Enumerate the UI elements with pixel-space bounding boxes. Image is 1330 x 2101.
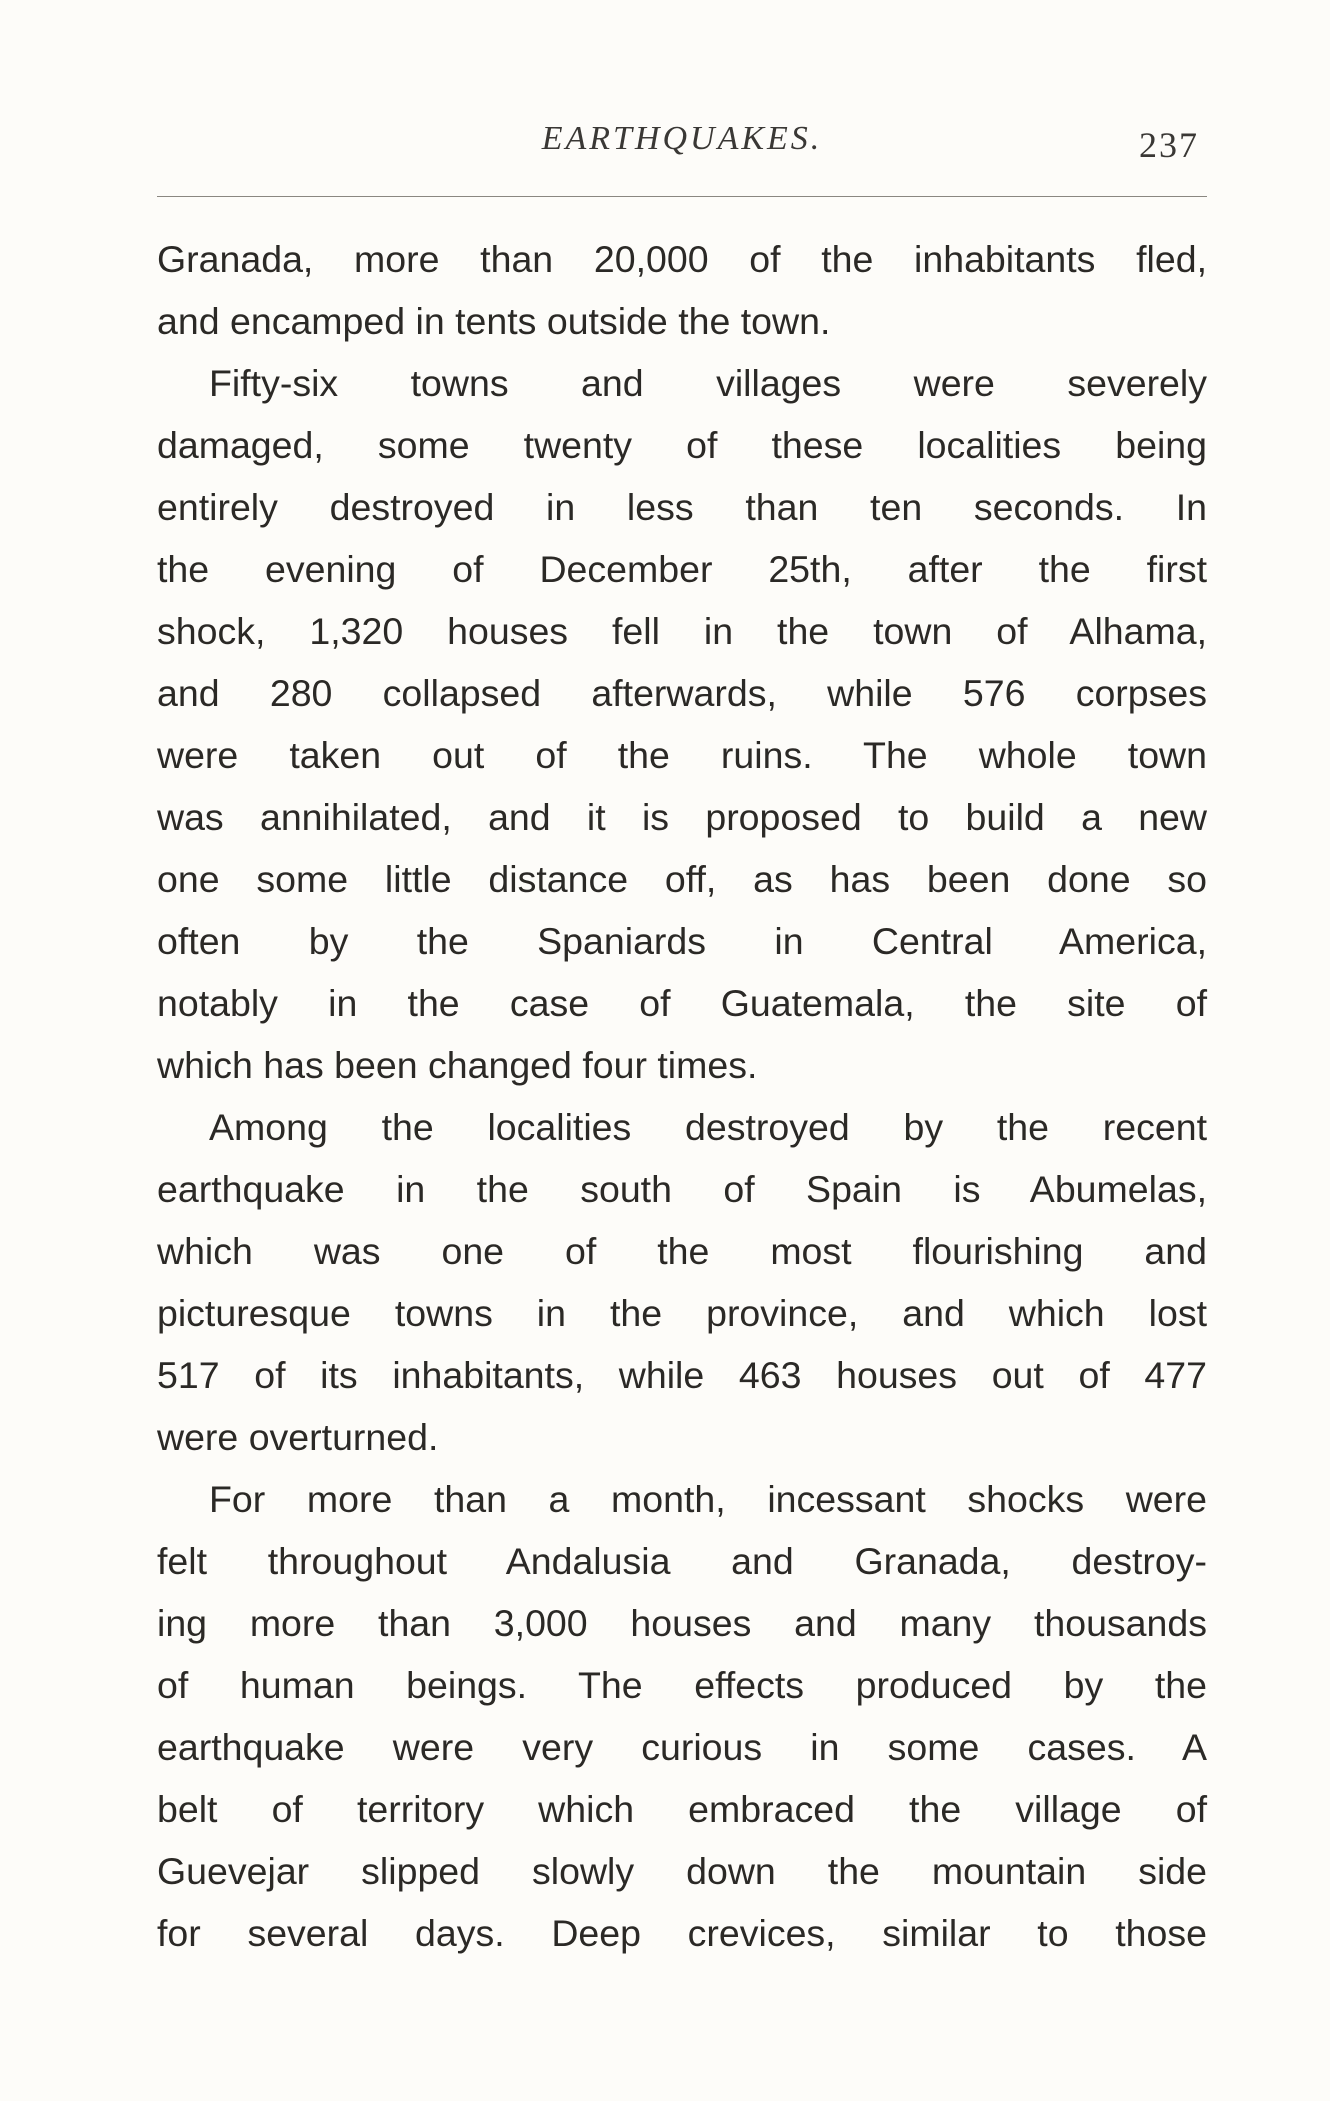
text-line: earthquake in the south of Spain is Abumelas, — [157, 1168, 1207, 1210]
text-line: for several days. Deep crevices, similar to those — [157, 1912, 1207, 1954]
text-line: and encamped in tents outside the town. — [157, 300, 831, 342]
text-line: were overturned. — [157, 1416, 439, 1458]
text-line: entirely destroyed in less than ten seconds. In — [157, 486, 1207, 528]
text-line: which was one of the most flourishing and — [157, 1230, 1207, 1272]
text-line: damaged, some twenty of these localities being — [157, 424, 1207, 466]
text-line: was annihilated, and it is proposed to build a new — [157, 796, 1207, 838]
text-line: Guevejar slipped slowly down the mountain side — [157, 1850, 1207, 1892]
running-header — [157, 120, 1207, 166]
body-text — [157, 228, 1207, 1964]
text-line: felt throughout Andalusia and Granada, destroy- — [157, 1540, 1207, 1582]
header-rule — [157, 196, 1207, 197]
text-line: shock, 1,320 houses fell in the town of Alhama, — [157, 610, 1207, 652]
text-line: and 280 collapsed afterwards, while 576 corpses — [157, 672, 1207, 714]
text-line: which has been changed four times. — [157, 1044, 758, 1086]
text-line: one some little distance off, as has been done so — [157, 858, 1207, 900]
text-line: notably in the case of Guatemala, the site of — [157, 982, 1207, 1024]
text-line: often by the Spaniards in Central America, — [157, 920, 1207, 962]
text-line: For more than a month, incessant shocks were — [209, 1478, 1207, 1520]
text-line: of human beings. The effects produced by the — [157, 1664, 1207, 1706]
text-line: earthquake were very curious in some cases. A — [157, 1726, 1207, 1768]
page-number: 237 — [1139, 125, 1199, 165]
text-line: Granada, more than 20,000 of the inhabitants fled, — [157, 238, 1207, 280]
text-line: 517 of its inhabitants, while 463 houses out of 477 — [157, 1354, 1207, 1396]
text-line: the evening of December 25th, after the first — [157, 548, 1207, 590]
text-line: belt of territory which embraced the village of — [157, 1788, 1207, 1830]
text-line: picturesque towns in the province, and which lost — [157, 1292, 1207, 1334]
text-line: Among the localities destroyed by the recent — [209, 1106, 1207, 1148]
text-line: were taken out of the ruins. The whole town — [157, 734, 1207, 776]
book-page — [157, 120, 1207, 1954]
running-title: EARTHQUAKES. — [541, 120, 823, 157]
text-line: Fifty-six towns and villages were severely — [209, 362, 1207, 404]
text-line: ing more than 3,000 houses and many thousands — [157, 1602, 1207, 1644]
